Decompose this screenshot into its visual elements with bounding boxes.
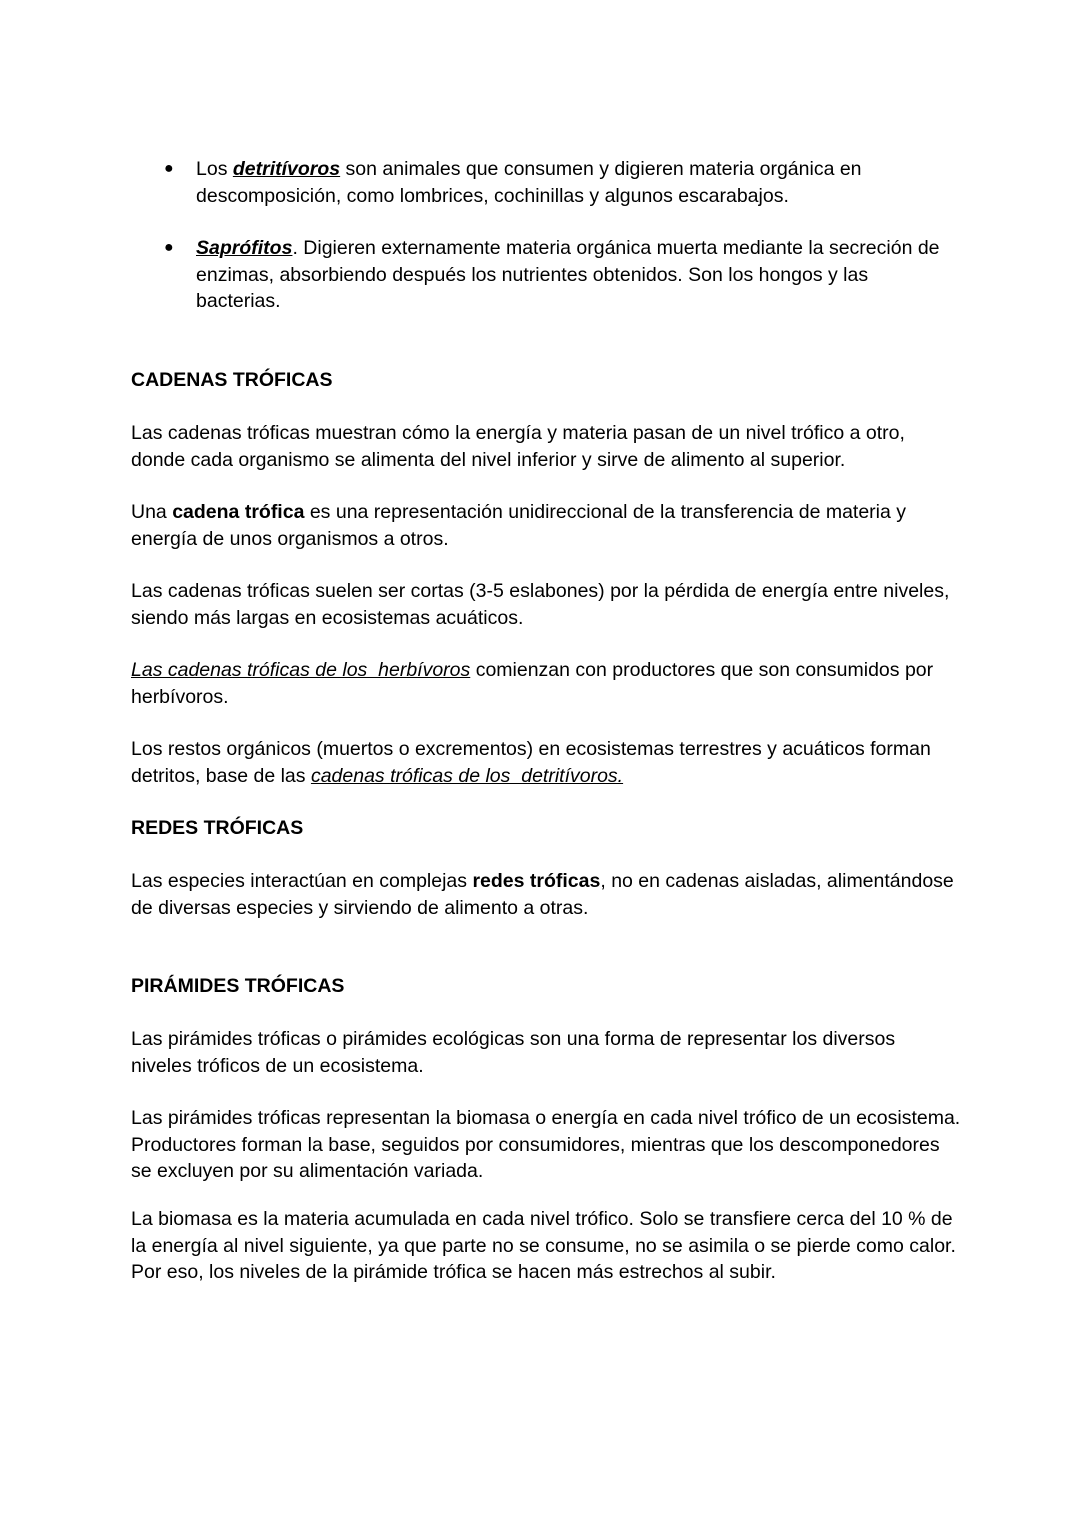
heading-cadenas: CADENAS TRÓFICAS [131,369,333,391]
text: Las especies interactúan en complejas [131,870,473,892]
cadenas-paragraph-1: Las cadenas tróficas muestran cómo la energía y materia pasan de un nivel trófico a otro, donde cada organismo se alimenta del nivel inferior y sirve de alimento al superior. [131,422,905,471]
bullet-detritivoros [196,156,956,209]
bullet-dot-icon: ● [164,239,174,256]
bullet-dot-icon: ● [164,160,174,177]
bullet-text: son animales que consumen y digieren materia orgánica en descomposición, como lombrices, cochinillas y algunos escarabajos. [196,158,862,207]
bullet-pre: Los [196,158,233,180]
cadenas-paragraph-3: Las cadenas tróficas suelen ser cortas (3-5 eslabones) por la pérdida de energía entre niveles, siendo más largas en ecosistemas acuáticos. [131,580,950,629]
redes-paragraph-1 [131,868,961,921]
text: es una representación unidireccional de la transferencia de materia y energía de unos organismos a otros. [131,501,907,550]
cadenas-paragraph-5 [131,736,961,789]
heading-piramides: PIRÁMIDES TRÓFICAS [131,975,345,997]
detritivoros-link[interactable]: cadenas tróficas de los detritívoros. [310,764,624,787]
bullet-saprofitos [196,235,956,315]
piramides-paragraph-3: La biomasa es la materia acumulada en cada nivel trófico. Solo se transfiere cerca del 10 % de la energía al nivel siguiente, ya que parte no se consume, no se asimila o se pierde como calor. Por eso, los niveles de la pirámide trófica se hacen más estrechos al subir. [131,1208,956,1283]
bullet-text: . Digieren externamente materia orgánica muerta mediante la secreción de enzimas, absorbiendo después los nutrientes obtenidos. Son los hongos y las bacterias. [196,237,940,312]
piramides-paragraph-1: Las pirámides tróficas o pirámides ecológicas son una forma de representar los diversos niveles tróficos de un ecosistema. [131,1028,896,1077]
term-saprofitos: Saprófitos [196,237,293,259]
herbivoros-link[interactable]: Las cadenas tróficas de los herbívoros [131,659,471,681]
term-redes-troficas: redes tróficas [472,870,601,892]
term-cadena-trofica: cadena trófica [172,501,305,523]
term-detritivoros: detritívoros [232,158,341,180]
text: Los restos orgánicos (muertos o excrementos) en ecosistemas terrestres y acuáticos forman detritos, base de las [131,738,937,787]
text: comienzan con productores que son consumidos por herbívoros. [131,659,934,708]
cadenas-paragraph-4 [131,657,961,710]
text: , no en cadenas aisladas, alimentándose de diversas especies y sirviendo de alimento a otras. [131,870,954,919]
text: Una [131,501,173,523]
cadenas-paragraph-2 [131,499,961,552]
heading-redes: REDES TRÓFICAS [131,817,304,839]
piramides-paragraph-2: Las pirámides tróficas representan la biomasa o energía en cada nivel trófico de un ecosistema. Productores forman la base, seguidos por consumidores, mientras que los descomponedores se excluyen por su alimentación variada. [131,1107,961,1182]
